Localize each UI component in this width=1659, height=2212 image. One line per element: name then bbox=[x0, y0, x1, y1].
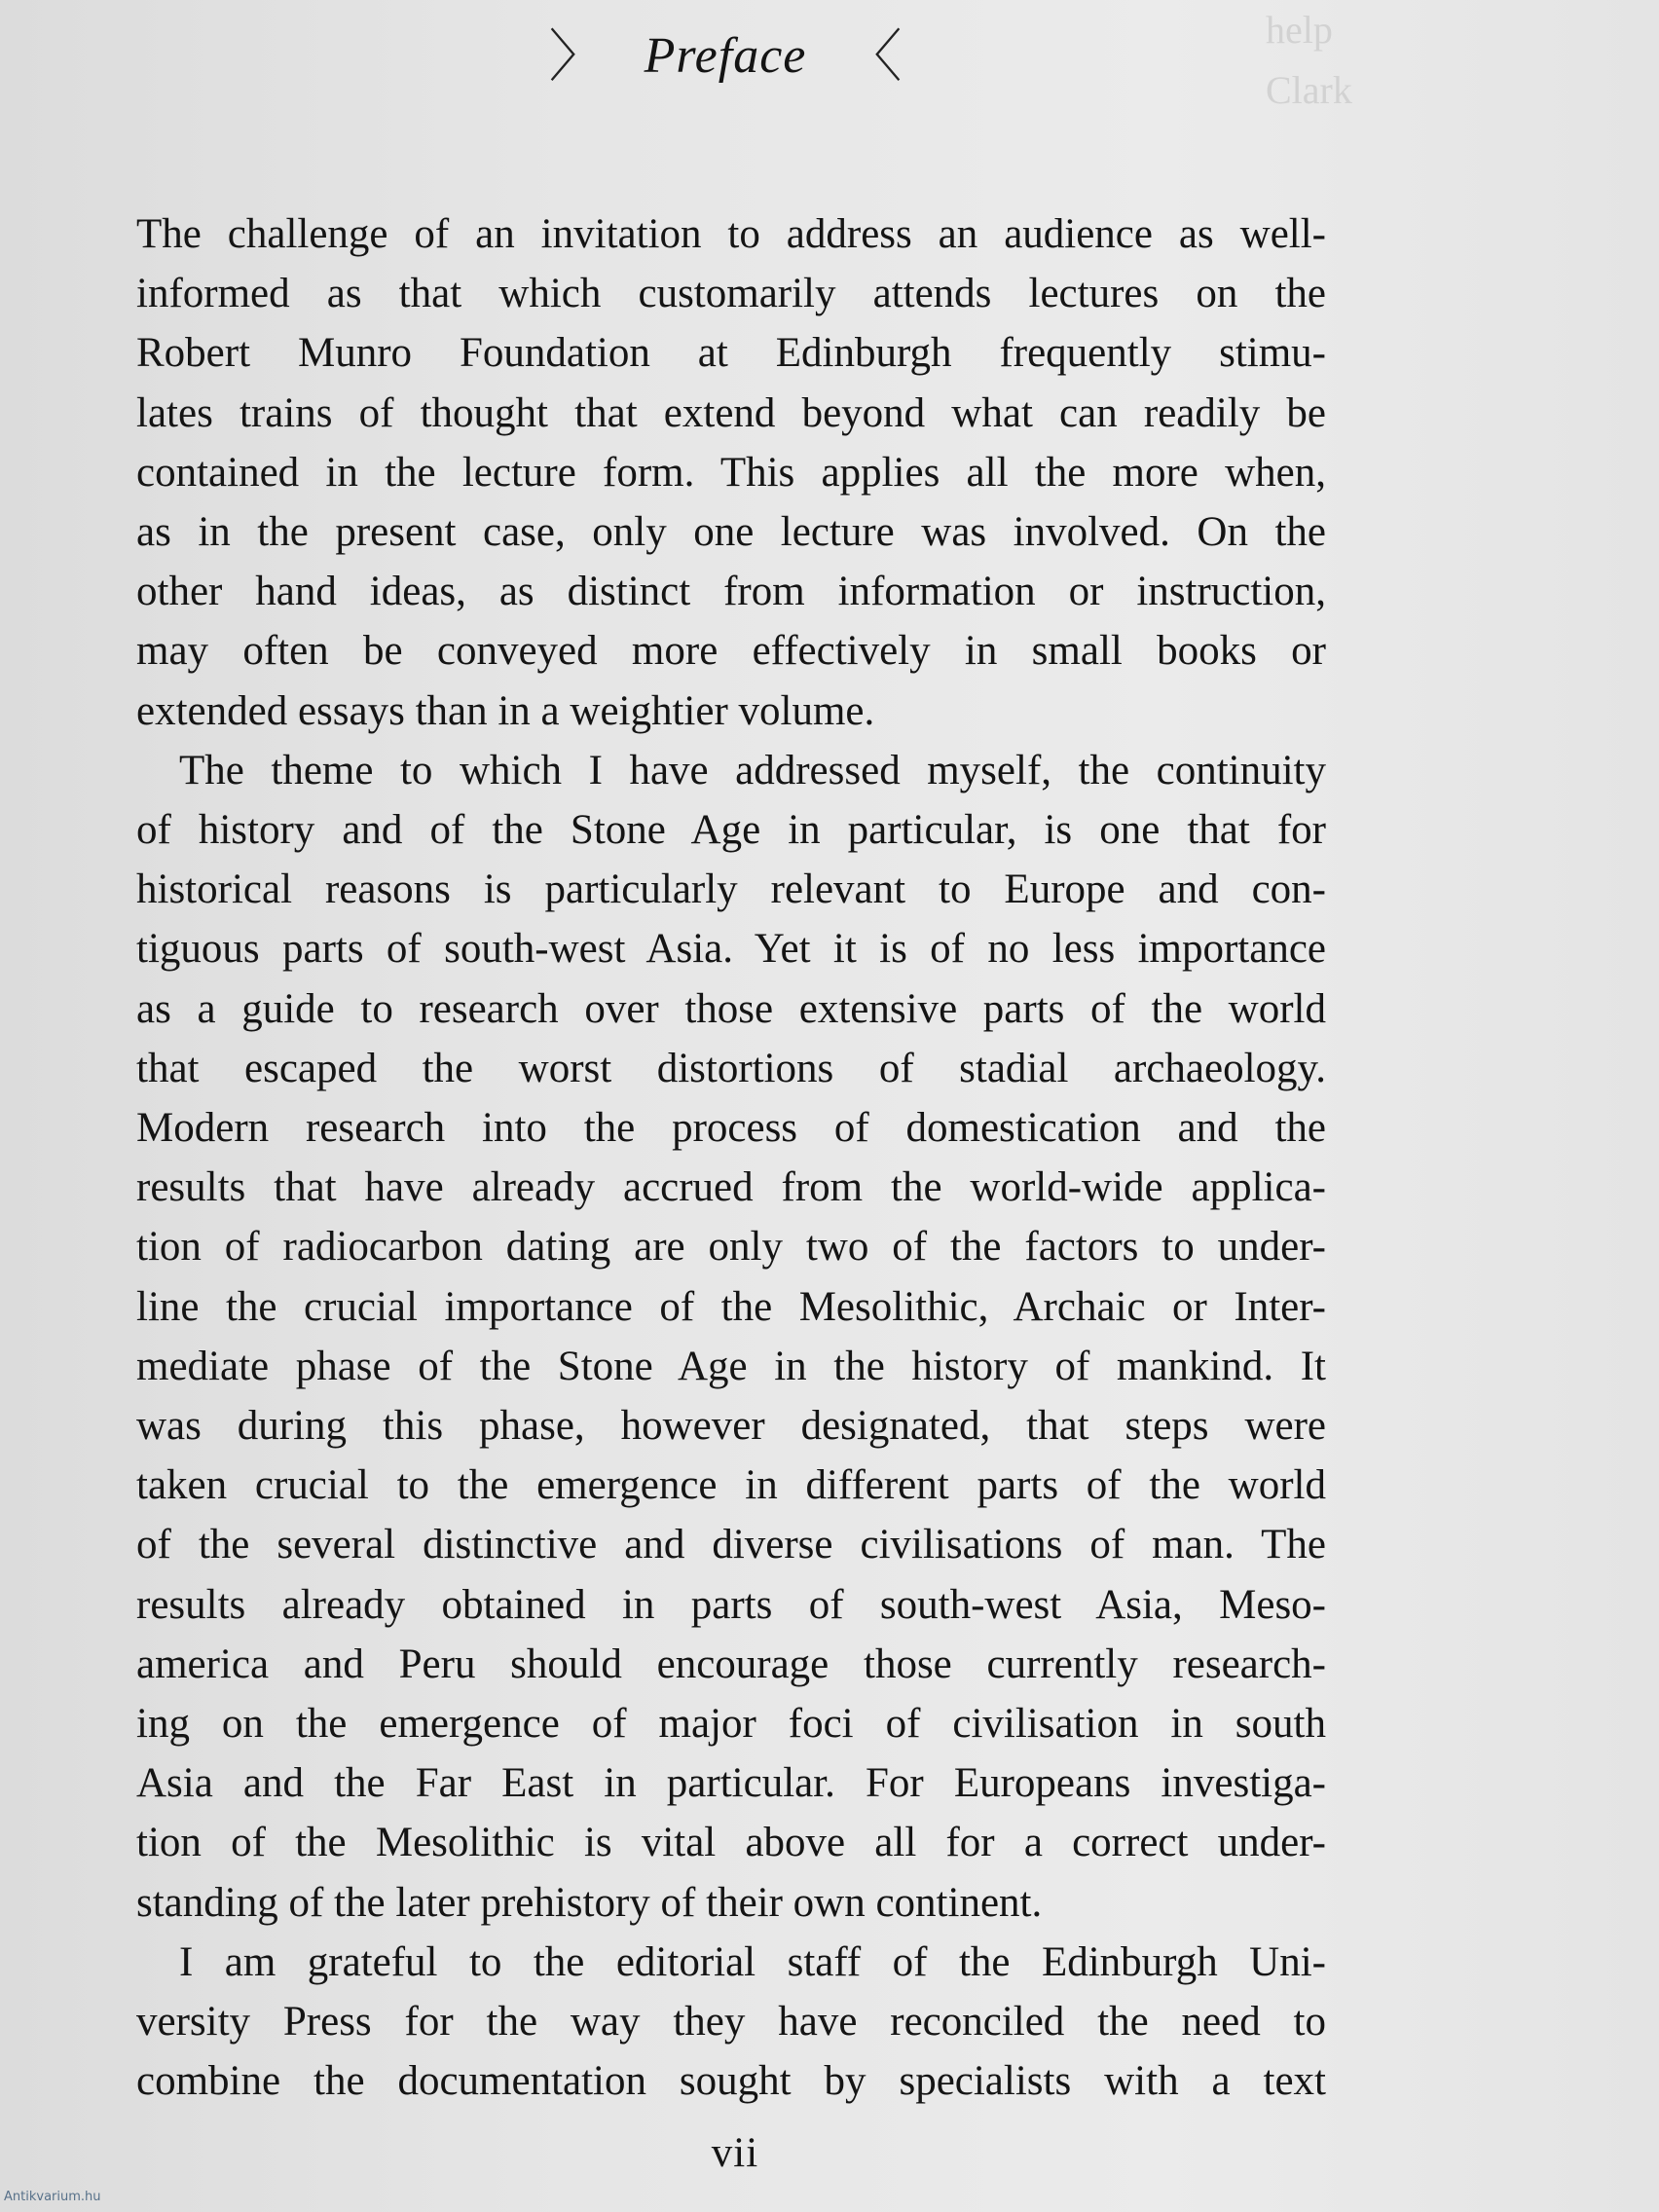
text-line: Asia and the Far East in particular. For Europeans investiga- bbox=[136, 1760, 1326, 1807]
text-line: contained in the lecture form. This applies all the more when, bbox=[136, 449, 1326, 496]
text-line: historical reasons is particularly relevant to Europe and con- bbox=[136, 866, 1326, 913]
chevron-right-icon: 〉 bbox=[548, 22, 606, 90]
text-line: was during this phase, however designated, that steps were bbox=[136, 1403, 1326, 1450]
text-line: other hand ideas, as distinct from information or instruction, bbox=[136, 569, 1326, 615]
text-line: versity Press for the way they have reconciled the need to bbox=[136, 1999, 1326, 2046]
text-line: as a guide to research over those extensive parts of the world bbox=[136, 985, 1326, 1032]
text-line: may often be conveyed more effectively in small books or bbox=[136, 628, 1326, 675]
text-line: line the crucial importance of the Mesolithic, Archaic or Inter- bbox=[136, 1283, 1326, 1330]
text-line: tion of radiocarbon dating are only two of the factors to under- bbox=[136, 1224, 1326, 1271]
text-line: Modern research into the process of domestication and the bbox=[136, 1105, 1326, 1152]
text-line: america and Peru should encourage those currently research- bbox=[136, 1641, 1326, 1687]
text-line: Robert Munro Foundation at Edinburgh frequently stimu- bbox=[136, 330, 1326, 377]
chevron-left-icon: 〈 bbox=[845, 22, 903, 90]
text-line: mediate phase of the Stone Age in the history of mankind. It bbox=[136, 1343, 1326, 1389]
text-line: The theme to which I have addressed myself, the continuity bbox=[179, 747, 1326, 793]
text-line: The challenge of an invitation to address an audience as well- bbox=[136, 211, 1326, 257]
text-line: of history and of the Stone Age in particular, is one that for bbox=[136, 807, 1326, 854]
bleed-line: help bbox=[1266, 8, 1333, 52]
paragraph bbox=[136, 1933, 1326, 2112]
text-line: combine the documentation sought by specialists with a text bbox=[136, 2058, 1326, 2105]
bleed-line: Clark bbox=[1266, 68, 1352, 112]
paragraph bbox=[136, 741, 1326, 1933]
text-line: I am grateful to the editorial staff of the Edinburgh Uni- bbox=[179, 1938, 1326, 1985]
text-line: that escaped the worst distortions of stadial archaeology. bbox=[136, 1045, 1326, 1091]
text-line: extended essays than in a weightier volume. bbox=[136, 687, 875, 734]
text-line: taken crucial to the emergence in different parts of the world bbox=[136, 1462, 1326, 1509]
text-line: as in the present case, only one lecture was involved. On the bbox=[136, 509, 1326, 556]
text-line: tiguous parts of south-west Asia. Yet it is of no less importance bbox=[136, 926, 1326, 973]
body-text bbox=[136, 204, 1326, 2112]
page-title: Preface bbox=[644, 28, 807, 84]
text-line: results that have already accrued from the world-wide applica- bbox=[136, 1164, 1326, 1211]
text-line: ing on the emergence of major foci of civilisation in south bbox=[136, 1701, 1326, 1748]
text-line: standing of the later prehistory of their own continent. bbox=[136, 1879, 1043, 1926]
watermark: Antikvarium.hu bbox=[4, 2190, 101, 2204]
text-line: lates trains of thought that extend beyond what can readily be bbox=[136, 389, 1326, 436]
text-line: of the several distinctive and diverse civilisations of man. The bbox=[136, 1522, 1326, 1568]
text-line: informed as that which customarily attends lectures on the bbox=[136, 271, 1326, 317]
text-line: results already obtained in parts of south-west Asia, Meso- bbox=[136, 1581, 1326, 1628]
page-number: vii bbox=[711, 2130, 759, 2176]
paragraph bbox=[136, 204, 1326, 741]
text-line: tion of the Mesolithic is vital above all for a correct under- bbox=[136, 1820, 1326, 1866]
